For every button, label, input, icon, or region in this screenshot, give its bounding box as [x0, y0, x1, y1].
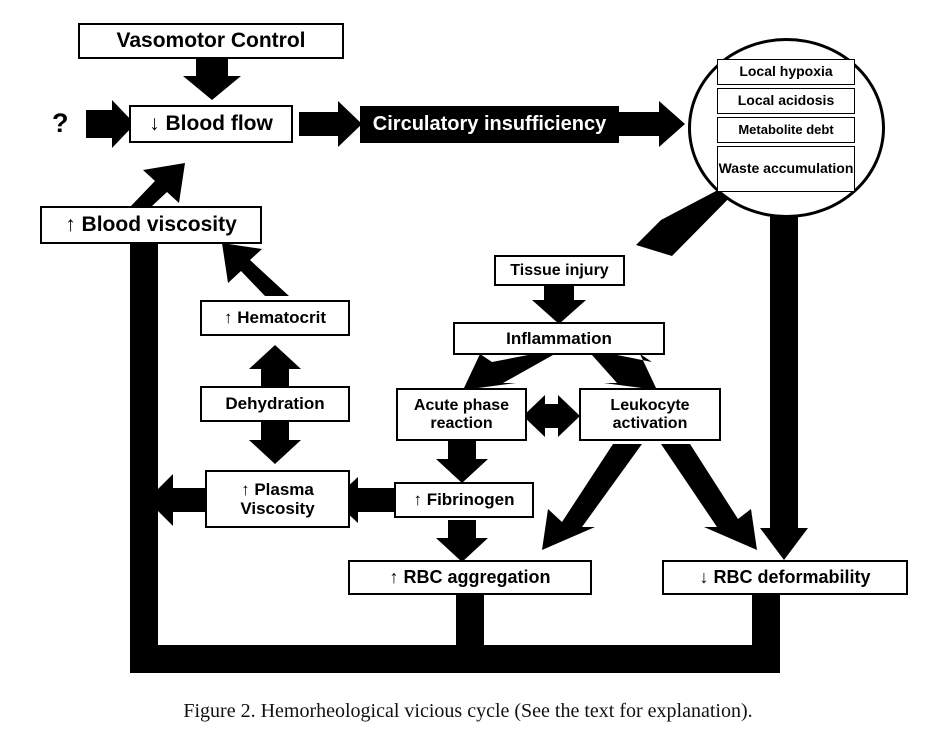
node-vasomotor-control[interactable] — [78, 23, 344, 59]
node-label: Acute phase reaction — [413, 396, 510, 432]
node-label: Tissue injury — [510, 261, 609, 279]
node-blood-viscosity[interactable] — [40, 206, 262, 244]
node-label: ↑ RBC aggregation — [389, 567, 551, 588]
node-acute-phase-reaction[interactable] — [396, 388, 527, 441]
node-fibrinogen[interactable] — [394, 482, 534, 518]
node-tissue-injury[interactable] — [494, 255, 625, 286]
node-label: Waste accumulation — [718, 160, 854, 177]
node-metabolite-debt[interactable] — [717, 117, 855, 143]
node-label: ↑ Fibrinogen — [413, 490, 515, 510]
node-local-hypoxia[interactable] — [717, 59, 855, 85]
node-label: ↓ Blood flow — [149, 112, 273, 136]
node-hematocrit[interactable] — [200, 300, 350, 336]
node-inflammation[interactable] — [453, 322, 665, 355]
node-circulatory-insufficiency[interactable] — [360, 106, 619, 143]
node-label: ↑ Plasma Viscosity — [240, 479, 315, 518]
node-label: Inflammation — [506, 328, 612, 348]
node-rbc-deformability[interactable] — [662, 560, 908, 595]
node-leukocyte-activation[interactable] — [579, 388, 721, 441]
node-label: Dehydration — [225, 394, 325, 414]
node-label: ↑ Hematocrit — [223, 308, 327, 328]
node-label: Leukocyte activation — [610, 396, 690, 432]
node-label: Local hypoxia — [739, 63, 833, 80]
figure-caption: Figure 2. Hemorheological vicious cycle (See the text for explanation). — [183, 700, 753, 722]
node-label: ↑ Blood viscosity — [65, 213, 237, 237]
node-label: Vasomotor Control — [116, 29, 306, 53]
node-rbc-aggregation[interactable] — [348, 560, 592, 595]
unknown-source-marker: ? — [52, 108, 69, 138]
node-local-acidosis[interactable] — [717, 88, 855, 114]
arrow-circle-down-to-rbc-deformability — [760, 528, 808, 560]
node-dehydration[interactable] — [200, 386, 350, 422]
node-label: Local acidosis — [737, 92, 835, 109]
node-label: ↓ RBC deformability — [699, 567, 871, 588]
node-label: Metabolite debt — [738, 121, 834, 137]
node-blood-flow[interactable] — [129, 105, 293, 143]
node-waste-accumulation[interactable] — [717, 146, 855, 192]
node-plasma-viscosity[interactable] — [205, 470, 350, 528]
node-label: Circulatory insufficiency — [372, 113, 607, 136]
